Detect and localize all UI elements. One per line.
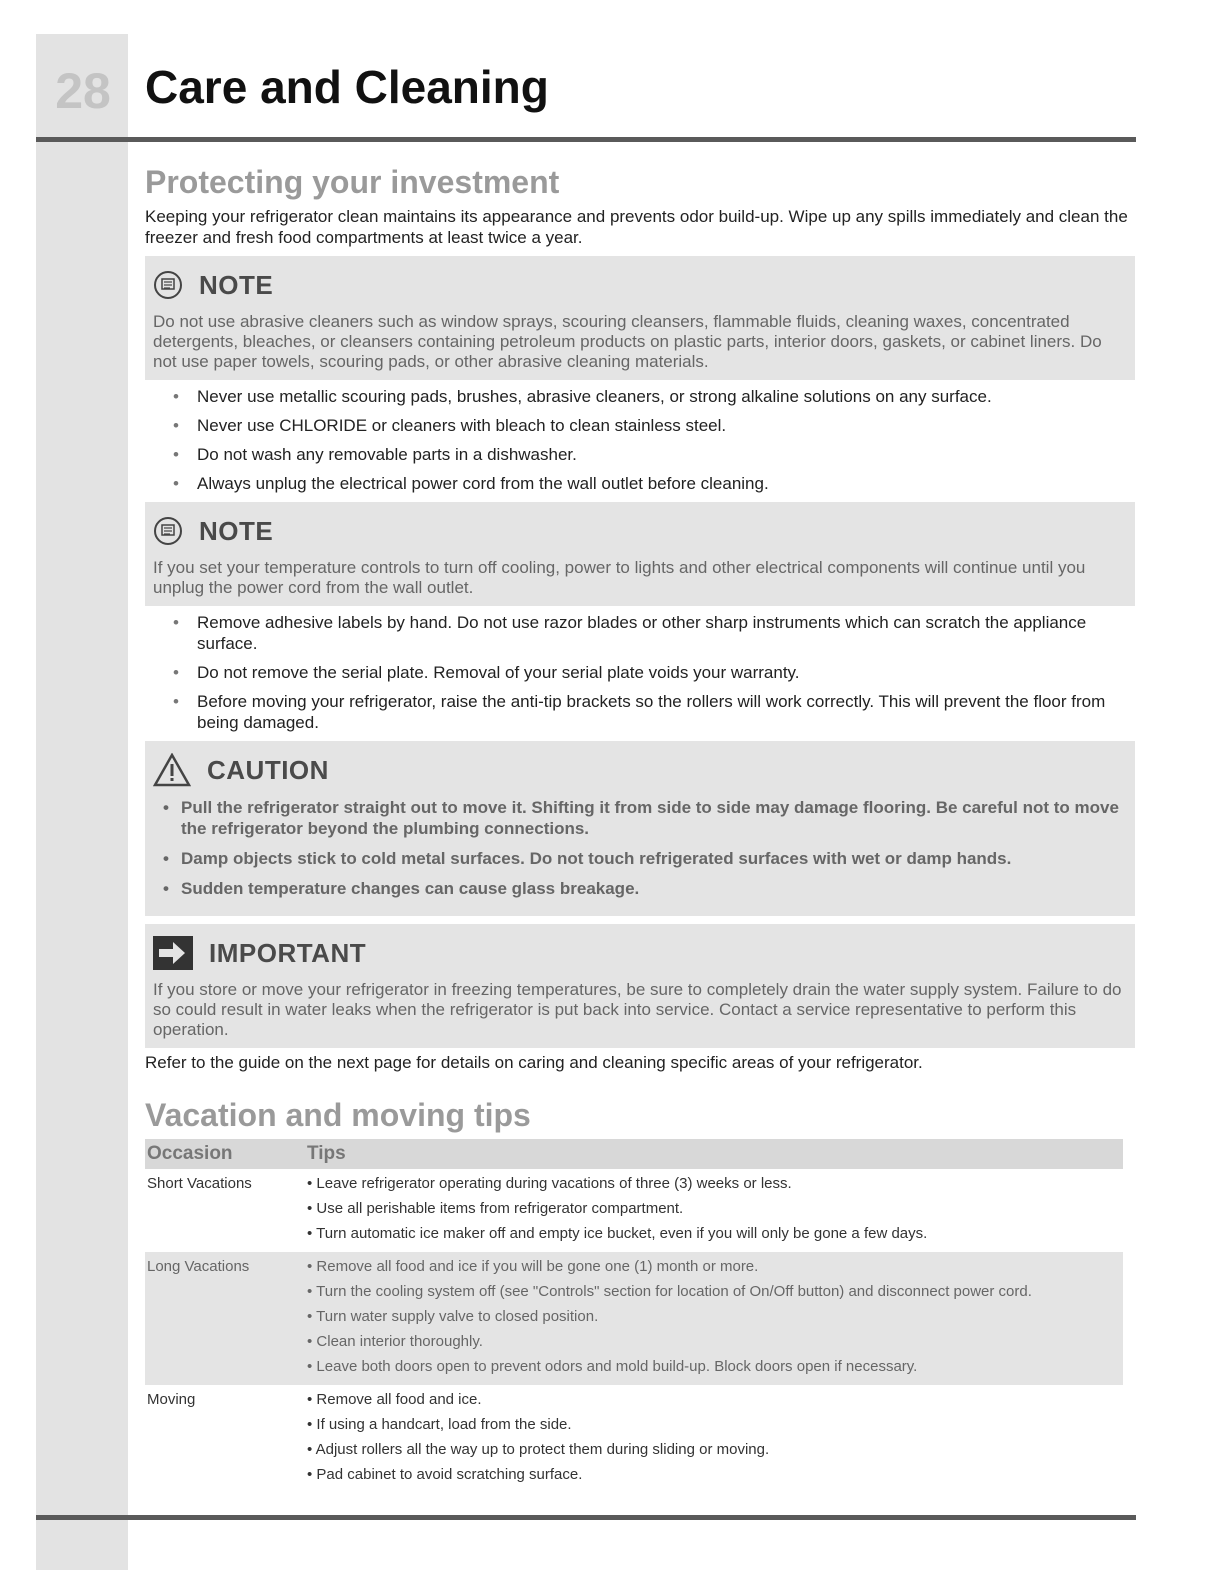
occasion-cell: Long Vacations	[145, 1252, 305, 1385]
tip-item: • Turn the cooling system off (see "Controls" section for location of On/Off button) and disconnect power cord.	[307, 1279, 1123, 1304]
page-number: 28	[55, 63, 111, 119]
tips-cell	[305, 1385, 1123, 1493]
note-text: If you set your temperature controls to turn off cooling, power to lights and other electrical components will continue until you unplug the power cord from the wall outlet.	[153, 558, 1086, 597]
note-box-2	[145, 502, 1135, 606]
warning-triangle-icon	[153, 753, 191, 787]
important-label: IMPORTANT	[209, 937, 367, 968]
tips-cell	[305, 1169, 1123, 1252]
list-item: • Pull the refrigerator straight out to move it. Shifting it from side to side may damage flooring. Be careful not to move the refrigerator beyond the plumbing connections.	[181, 797, 1125, 839]
note-label: NOTE	[199, 269, 274, 300]
list-item: • Do not wash any removable parts in a dishwasher.	[197, 444, 1135, 465]
caution-box-header	[153, 747, 1125, 793]
table-row	[145, 1169, 1123, 1252]
arrow-right-icon	[153, 936, 193, 970]
caution-list	[153, 797, 1125, 899]
vacation-tips-table	[145, 1139, 1123, 1493]
tip-item: • If using a handcart, load from the side.	[307, 1412, 1123, 1437]
column-header-tips: Tips	[305, 1139, 1123, 1169]
caution-label: CAUTION	[207, 754, 329, 785]
note-icon	[153, 270, 183, 300]
protecting-intro: Keeping your refrigerator clean maintains its appearance and prevents odor build-up. Wipe up any spills immediately and clean the freezer and fresh food compartments at least twice a year.	[145, 207, 1128, 247]
tip-item: • Leave both doors open to prevent odors and mold build-up. Block doors open if necessary.	[307, 1354, 1123, 1379]
page-content	[145, 162, 1135, 1493]
tip-item: • Turn automatic ice maker off and empty ice bucket, even if you will only be gone a few days.	[307, 1221, 1123, 1246]
list-item: • Never use CHLORIDE or cleaners with bleach to clean stainless steel.	[197, 415, 1135, 436]
refer-text: Refer to the guide on the next page for details on caring and cleaning specific areas of your refrigerator.	[145, 1053, 923, 1072]
tips-cell	[305, 1252, 1123, 1385]
tip-item: • Turn water supply valve to closed position.	[307, 1304, 1123, 1329]
note-box-2-header	[153, 508, 1125, 554]
list-item: • Always unplug the electrical power cord from the wall outlet before cleaning.	[197, 473, 1135, 494]
caution-box	[145, 741, 1135, 916]
vacation-heading: Vacation and moving tips	[145, 1097, 531, 1133]
note-box-1	[145, 256, 1135, 380]
cleaning-bullets	[145, 386, 1135, 494]
list-item: • Damp objects stick to cold metal surfaces. Do not touch refrigerated surfaces with wet or damp hands.	[181, 848, 1125, 869]
list-item: • Sudden temperature changes can cause glass breakage.	[181, 878, 1125, 899]
occasion-cell: Short Vacations	[147, 1175, 252, 1192]
tip-item: • Clean interior thoroughly.	[307, 1329, 1123, 1354]
occasion-cell: Moving	[147, 1391, 196, 1408]
left-margin-strip	[36, 34, 128, 1570]
list-item: • Before moving your refrigerator, raise the anti-tip brackets so the rollers will work correctly. This will prevent the floor from being damaged.	[197, 691, 1135, 733]
important-box-header	[153, 930, 1125, 976]
list-item: • Remove adhesive labels by hand. Do not use razor blades or other sharp instruments which can scratch the appliance surface.	[197, 612, 1135, 654]
tip-item: • Adjust rollers all the way up to protect them during sliding or moving.	[307, 1437, 1123, 1462]
tip-item: • Pad cabinet to avoid scratching surface.	[307, 1462, 1123, 1487]
note-text: Do not use abrasive cleaners such as window sprays, scouring cleansers, flammable fluids, cleaning waxes, concentrated detergents, bleaches, or cleansers containing petroleum products on plastic parts, interior doors, gaskets, or cabinet liners. Do not use paper towels, scouring pads, or other abrasive cleaning materials.	[153, 312, 1102, 371]
protecting-heading: Protecting your investment	[145, 164, 560, 200]
surface-bullets	[145, 612, 1135, 733]
list-item: • Never use metallic scouring pads, brushes, abrasive cleaners, or strong alkaline solutions on any surface.	[197, 386, 1135, 407]
table-row	[145, 1252, 1123, 1385]
table-header-row	[145, 1139, 1123, 1169]
important-text: If you store or move your refrigerator in freezing temperatures, be sure to completely drain the water supply system. Failure to do so could result in water leaks when the refrigerator is put back into service. Contact a service representative to perform this operation.	[153, 980, 1122, 1039]
note-icon	[153, 516, 183, 546]
footer-rule	[36, 1515, 1136, 1520]
tip-item: • Remove all food and ice.	[307, 1387, 1123, 1412]
header-rule	[36, 137, 1136, 142]
column-header-occasion: Occasion	[145, 1139, 305, 1169]
important-box	[145, 924, 1135, 1048]
tip-item: • Leave refrigerator operating during vacations of three (3) weeks or less.	[307, 1171, 1123, 1196]
tip-item: • Use all perishable items from refrigerator compartment.	[307, 1196, 1123, 1221]
tip-item: • Remove all food and ice if you will be gone one (1) month or more.	[307, 1254, 1123, 1279]
note-box-1-header	[153, 262, 1125, 308]
table-row	[145, 1385, 1123, 1493]
list-item: • Do not remove the serial plate. Removal of your serial plate voids your warranty.	[197, 662, 1135, 683]
page-title: Care and Cleaning	[145, 61, 549, 113]
note-label: NOTE	[199, 515, 274, 546]
